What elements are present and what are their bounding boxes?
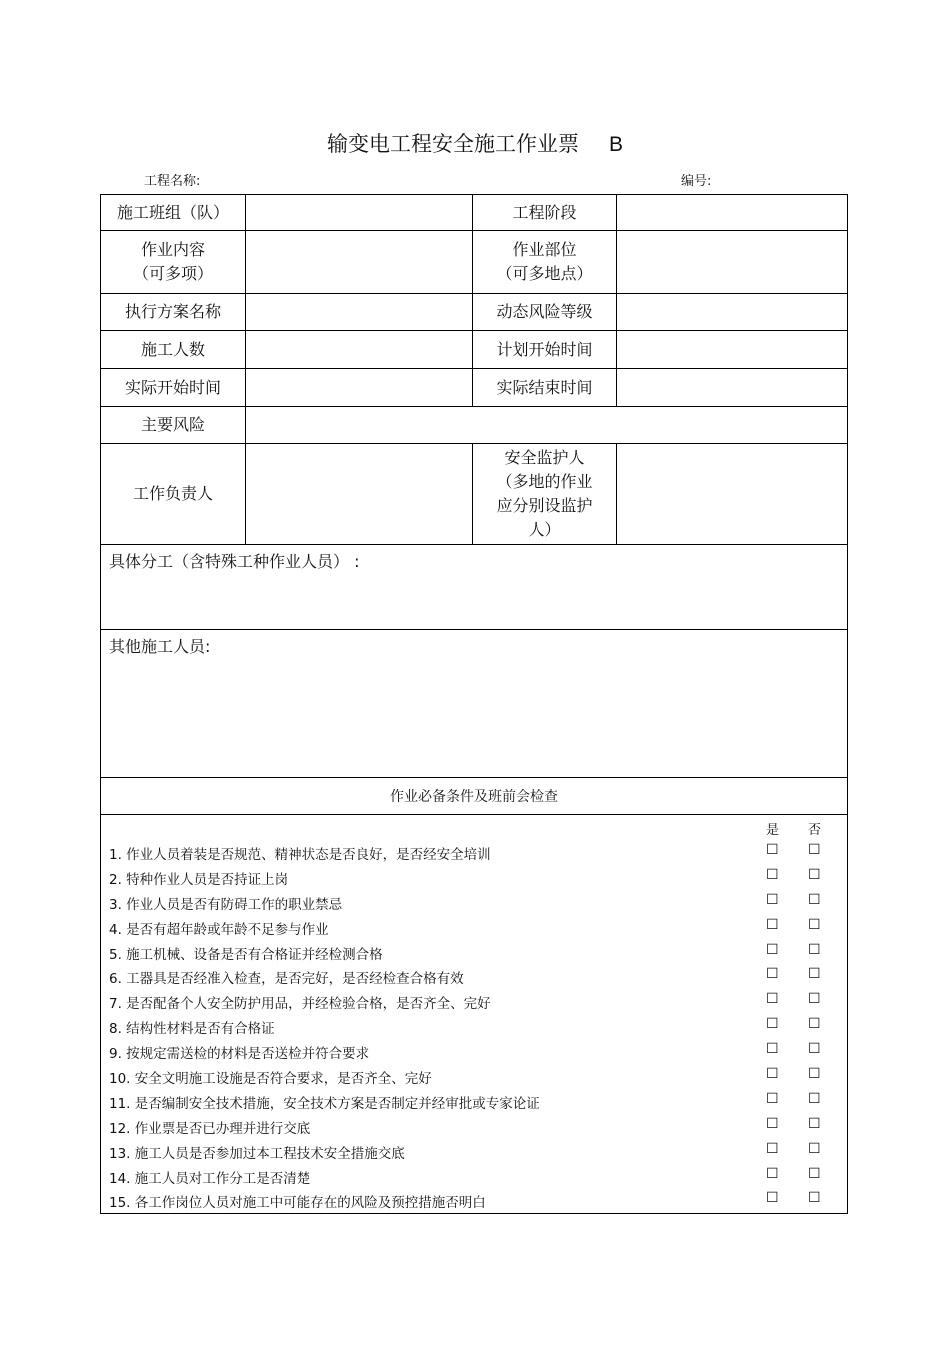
work-content-label bbox=[101, 231, 246, 294]
checklist-item bbox=[101, 1113, 847, 1138]
checklist-item-text: 2. 特种作业人员是否持证上岗 bbox=[109, 871, 289, 888]
leader-label: 工作负责人 bbox=[101, 444, 246, 545]
checklist-item-text: 6. 工器具是否经准入检查，是否完好，是否经检查合格有效 bbox=[109, 971, 464, 988]
guard-line2: （多地的作业 bbox=[496, 472, 593, 491]
headcount-value[interactable] bbox=[246, 331, 473, 369]
checklist-item-text: 10. 安全文明施工设施是否符合要求，是否齐全、完好 bbox=[109, 1071, 432, 1088]
project-name-label: 工程名称: bbox=[144, 174, 201, 189]
checklist-item-text: 9. 按规定需送检的材料是否送检并符合要求 bbox=[109, 1046, 370, 1063]
guard-line1: 安全监护人 bbox=[504, 448, 585, 467]
no-checkbox[interactable]: ☐ bbox=[808, 1140, 821, 1157]
yes-checkbox[interactable]: ☐ bbox=[766, 1140, 779, 1157]
team-label: 施工班组（队） bbox=[101, 195, 246, 231]
risk-level-label: 动态风险等级 bbox=[473, 294, 617, 331]
team-value[interactable] bbox=[246, 195, 473, 231]
yes-checkbox[interactable]: ☐ bbox=[766, 1016, 779, 1033]
yes-checkbox[interactable]: ☐ bbox=[766, 1115, 779, 1132]
division-label: 具体分工（含特殊工种作业人员） : bbox=[109, 552, 360, 571]
no-checkbox[interactable]: ☐ bbox=[808, 1090, 821, 1107]
checklist-item-text: 7. 是否配备个人安全防护用品，并经检验合格，是否齐全、完好 bbox=[109, 996, 491, 1013]
yes-checkbox[interactable]: ☐ bbox=[766, 941, 779, 958]
work-location-line1: 作业部位 bbox=[512, 240, 577, 259]
checklist-items bbox=[101, 839, 847, 1212]
checklist-item-text: 13. 施工人员是否参加过本工程技术安全措施交底 bbox=[109, 1145, 405, 1162]
no-checkbox[interactable]: ☐ bbox=[808, 842, 821, 858]
checklist-item bbox=[101, 1063, 847, 1088]
checklist-item-text: 5. 施工机械、设备是否有合格证并经检测合格 bbox=[109, 946, 383, 963]
checklist-item bbox=[101, 1013, 847, 1038]
actual-end-value[interactable] bbox=[617, 369, 848, 407]
guard-label bbox=[473, 444, 617, 545]
checklist-item-text: 15. 各工作岗位人员对施工中可能存在的风险及预控措施否明白 bbox=[109, 1195, 486, 1212]
no-checkbox[interactable]: ☐ bbox=[808, 991, 821, 1008]
work-location-line2: （可多地点） bbox=[496, 264, 593, 283]
no-checkbox[interactable]: ☐ bbox=[808, 966, 821, 983]
yes-checkbox[interactable]: ☐ bbox=[766, 991, 779, 1008]
planned-start-label: 计划开始时间 bbox=[473, 331, 617, 369]
checklist-header bbox=[101, 815, 847, 839]
plan-name-label: 执行方案名称 bbox=[101, 294, 246, 331]
actual-end-label: 实际结束时间 bbox=[473, 369, 617, 407]
leader-value[interactable] bbox=[246, 444, 473, 545]
checklist-item-text: 14. 施工人员对工作分工是否清楚 bbox=[109, 1170, 311, 1187]
no-checkbox[interactable]: ☐ bbox=[808, 1066, 821, 1083]
checklist-item bbox=[101, 839, 847, 864]
checklist-item bbox=[101, 1163, 847, 1188]
yes-checkbox[interactable]: ☐ bbox=[766, 1090, 779, 1107]
no-column-label: 否 bbox=[808, 823, 822, 838]
yes-checkbox[interactable]: ☐ bbox=[766, 1041, 779, 1058]
headcount-label: 施工人数 bbox=[101, 331, 246, 369]
no-checkbox[interactable]: ☐ bbox=[808, 1190, 821, 1207]
other-staff-cell[interactable] bbox=[101, 630, 848, 778]
work-location-label bbox=[473, 231, 617, 294]
checklist-item bbox=[101, 1088, 847, 1113]
work-content-line2: （可多项） bbox=[132, 264, 213, 283]
checklist-item bbox=[101, 914, 847, 939]
work-content-line1: 作业内容 bbox=[140, 240, 205, 259]
work-content-value[interactable] bbox=[246, 231, 473, 294]
number-label: 编号: bbox=[681, 174, 712, 189]
checklist-item bbox=[101, 1187, 847, 1212]
guard-value[interactable] bbox=[617, 444, 848, 545]
yes-checkbox[interactable]: ☐ bbox=[766, 1165, 779, 1182]
checklist-item-text: 12. 作业票是否已办理并进行交底 bbox=[109, 1120, 311, 1137]
division-cell[interactable] bbox=[101, 545, 848, 630]
no-checkbox[interactable]: ☐ bbox=[808, 891, 821, 908]
checklist-item-text: 11. 是否编制安全技术措施，安全技术方案是否制定并经审批或专家论证 bbox=[109, 1095, 540, 1112]
no-checkbox[interactable]: ☐ bbox=[808, 1115, 821, 1132]
main-risk-value[interactable] bbox=[246, 407, 848, 444]
yes-checkbox[interactable]: ☐ bbox=[766, 1066, 779, 1083]
stage-label: 工程阶段 bbox=[473, 195, 617, 231]
yes-checkbox[interactable]: ☐ bbox=[766, 916, 779, 933]
yes-checkbox[interactable]: ☐ bbox=[766, 866, 779, 883]
checklist-item bbox=[101, 864, 847, 889]
checklist-item-text: 8. 结构性材料是否有合格证 bbox=[109, 1021, 275, 1038]
no-checkbox[interactable]: ☐ bbox=[808, 941, 821, 958]
work-location-value[interactable] bbox=[617, 231, 848, 294]
yes-checkbox[interactable]: ☐ bbox=[766, 891, 779, 908]
title-text: 输变电工程安全施工作业票 bbox=[326, 132, 579, 156]
work-ticket-table bbox=[100, 194, 848, 1214]
other-staff-label: 其他施工人员: bbox=[109, 637, 211, 656]
stage-value[interactable] bbox=[617, 195, 848, 231]
no-checkbox[interactable]: ☐ bbox=[808, 916, 821, 933]
checklist-item-text: 1. 作业人员着装是否规范、精神状态是否良好，是否经安全培训 bbox=[109, 847, 491, 863]
page-title bbox=[0, 128, 950, 158]
guard-line3: 应分别设监护 bbox=[496, 496, 593, 515]
yes-checkbox[interactable]: ☐ bbox=[766, 966, 779, 983]
checklist-item bbox=[101, 939, 847, 964]
yes-checkbox[interactable]: ☐ bbox=[766, 1190, 779, 1207]
plan-name-value[interactable] bbox=[246, 294, 473, 331]
no-checkbox[interactable]: ☐ bbox=[808, 1165, 821, 1182]
no-checkbox[interactable]: ☐ bbox=[808, 1016, 821, 1033]
checklist-item-text: 4. 是否有超年龄或年龄不足参与作业 bbox=[109, 921, 329, 938]
actual-start-value[interactable] bbox=[246, 369, 473, 407]
actual-start-label: 实际开始时间 bbox=[101, 369, 246, 407]
yes-column-label: 是 bbox=[766, 823, 780, 838]
checklist-item bbox=[101, 988, 847, 1013]
main-risk-label: 主要风险 bbox=[101, 407, 246, 444]
checklist-item-text: 3. 作业人员是否有防碍工作的职业禁忌 bbox=[109, 896, 343, 913]
checklist-item bbox=[101, 963, 847, 988]
title-code: B bbox=[608, 133, 623, 156]
checklist-item bbox=[101, 889, 847, 914]
checklist-item bbox=[101, 1038, 847, 1063]
yes-checkbox[interactable]: ☐ bbox=[766, 842, 779, 858]
checklist-title: 作业必备条件及班前会检查 bbox=[101, 778, 848, 815]
risk-level-value[interactable] bbox=[617, 294, 848, 331]
no-checkbox[interactable]: ☐ bbox=[808, 1041, 821, 1058]
guard-line4: 人） bbox=[528, 520, 561, 539]
checklist-cell bbox=[101, 815, 848, 1214]
no-checkbox[interactable]: ☐ bbox=[808, 866, 821, 883]
checklist-item bbox=[101, 1138, 847, 1163]
planned-start-value[interactable] bbox=[617, 331, 848, 369]
